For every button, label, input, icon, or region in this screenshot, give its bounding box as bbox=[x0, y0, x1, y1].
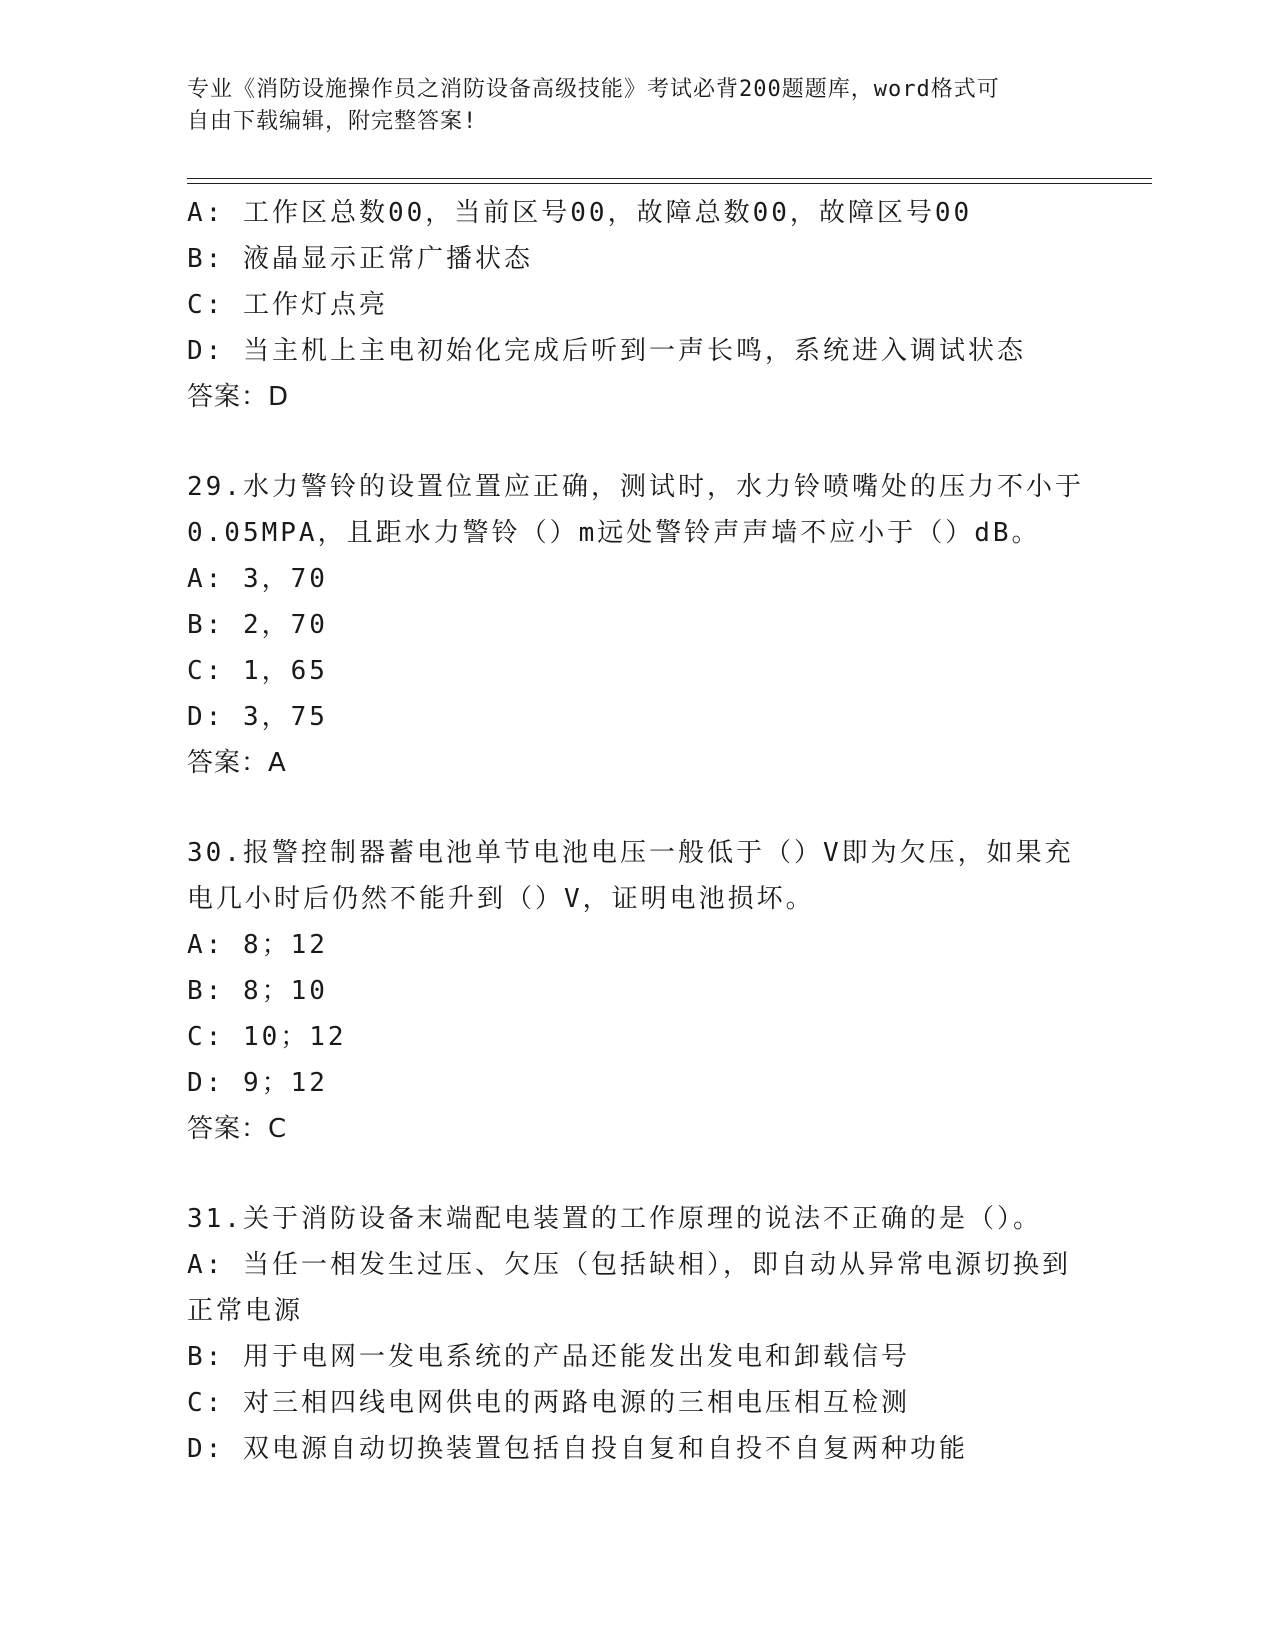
option-d: D: 双电源自动切换装置包括自投自复和自投不自复两种功能 bbox=[187, 1434, 968, 1464]
question-stem: 29.水力警铃的设置位置应正确，测试时，水力铃喷嘴处的压力不小于 bbox=[187, 472, 1084, 502]
option-a: A: 当任一相发生过压、欠压（包括缺相），即自动从异常电源切换到 bbox=[187, 1250, 1071, 1280]
spacer bbox=[187, 1152, 1087, 1196]
option-c: C: 工作灯点亮 bbox=[187, 290, 388, 320]
question-stem: 电几小时后仍然不能升到（）V，证明电池损坏。 bbox=[187, 884, 815, 914]
option-b: B: 8；10 bbox=[187, 976, 328, 1006]
option-a: A: 8；12 bbox=[187, 930, 328, 960]
document-header bbox=[187, 74, 1087, 138]
option-d: D: 3，75 bbox=[187, 702, 328, 732]
option-a: A: 3，70 bbox=[187, 564, 328, 594]
question-28 bbox=[187, 190, 1087, 420]
spacer bbox=[187, 420, 1087, 464]
option-d: D: 9；12 bbox=[187, 1068, 328, 1098]
question-list bbox=[187, 190, 1087, 1472]
option-d: D: 当主机上主电初始化完成后听到一声长鸣，系统进入调试状态 bbox=[187, 336, 1026, 366]
question-stem: 31.关于消防设备末端配电装置的工作原理的说法不正确的是（）。 bbox=[187, 1204, 1042, 1234]
option-c: C: 对三相四线电网供电的两路电源的三相电压相互检测 bbox=[187, 1388, 910, 1418]
header-line-2: 自由下载编辑，附完整答案! bbox=[187, 109, 478, 134]
option-c: C: 1，65 bbox=[187, 656, 328, 686]
option-a: A: 工作区总数00，当前区号00，故障总数00，故障区号00 bbox=[187, 198, 973, 228]
option-b: B: 2，70 bbox=[187, 610, 328, 640]
header-divider-bottom bbox=[187, 183, 1152, 184]
spacer bbox=[187, 786, 1087, 830]
header-divider-top bbox=[187, 178, 1152, 179]
answer: 答案：D bbox=[187, 382, 290, 412]
option-b: B: 液晶显示正常广播状态 bbox=[187, 244, 533, 274]
option-a-continued: 正常电源 bbox=[187, 1296, 304, 1326]
question-30 bbox=[187, 830, 1087, 1152]
header-line-1: 专业《消防设施操作员之消防设备高级技能》考试必背200题题库，word格式可 bbox=[187, 77, 1000, 102]
answer: 答案：C bbox=[187, 1114, 288, 1144]
option-c: C: 10；12 bbox=[187, 1022, 347, 1052]
answer: 答案：A bbox=[187, 748, 287, 778]
question-31 bbox=[187, 1196, 1087, 1472]
question-stem: 30.报警控制器蓄电池单节电池电压一般低于（）V即为欠压，如果充 bbox=[187, 838, 1074, 868]
option-b: B: 用于电网一发电系统的产品还能发出发电和卸载信号 bbox=[187, 1342, 910, 1372]
question-stem: 0.05MPA，且距水力警铃（）m远处警铃声声墙不应小于（）dB。 bbox=[187, 518, 1041, 548]
question-29 bbox=[187, 464, 1087, 786]
